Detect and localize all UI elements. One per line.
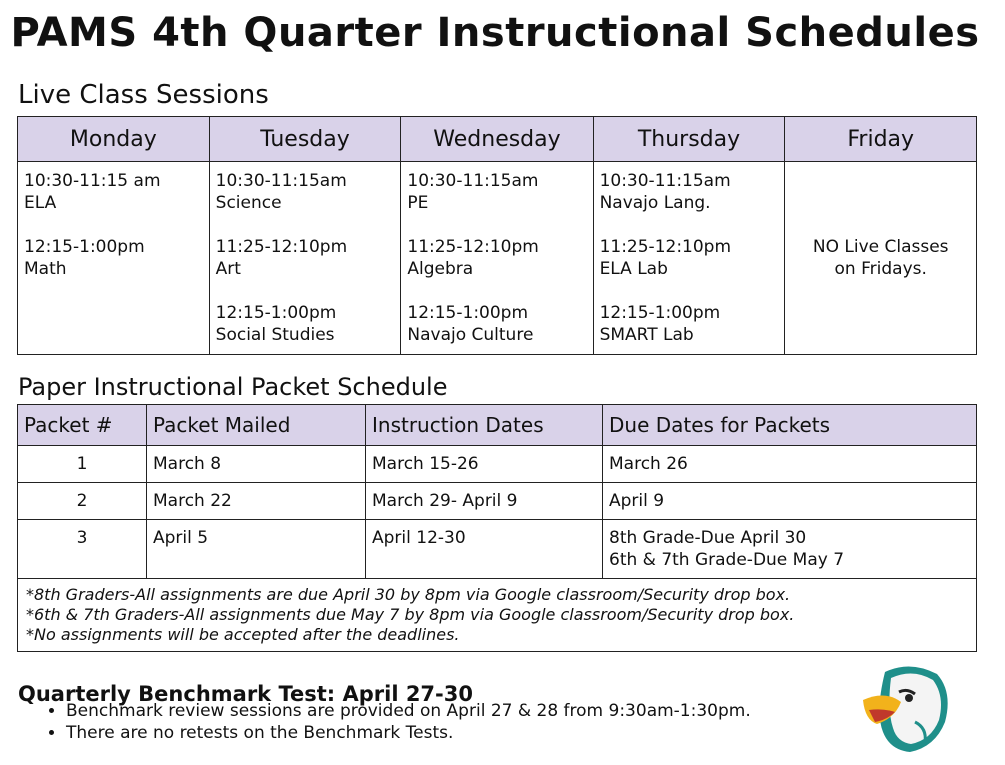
eagle-mascot-icon xyxy=(855,662,955,754)
live-sessions-heading: Live Class Sessions xyxy=(18,80,269,110)
day-header-tuesday: Tuesday xyxy=(209,117,401,162)
session-time: 10:30-11:15am xyxy=(215,171,347,191)
due-date-line: 8th Grade-Due April 30 xyxy=(609,528,807,548)
friday-note-line: NO Live Classes xyxy=(812,237,949,257)
col-header-due-dates: Due Dates for Packets xyxy=(603,405,977,446)
page-title: PAMS 4th Quarter Instructional Schedules xyxy=(10,10,980,56)
session-time: 12:15-1:00pm xyxy=(407,303,529,323)
session-time: 11:25-12:10pm xyxy=(215,237,348,257)
friday-cell xyxy=(785,162,977,355)
friday-note-line: on Fridays. xyxy=(834,259,927,279)
note-line: *8th Graders-All assignments are due April 30 by 8pm via Google classroom/Security drop box. xyxy=(26,585,791,604)
col-header-instruction-dates: Instruction Dates xyxy=(366,405,603,446)
thursday-cell xyxy=(593,162,785,355)
session-time: 10:30-11:15am xyxy=(599,171,731,191)
col-header-packet-number: Packet # xyxy=(18,405,147,446)
instruction-dates: March 29- April 9 xyxy=(366,483,603,520)
session-time: 11:25-12:10pm xyxy=(407,237,539,257)
packet-number: 2 xyxy=(18,483,147,520)
session-subject: ELA Lab xyxy=(599,259,668,279)
table-row xyxy=(18,446,977,483)
packet-mailed: March 8 xyxy=(147,446,366,483)
session-time: 12:15-1:00pm xyxy=(599,303,721,323)
due-date: March 26 xyxy=(603,446,977,483)
session-subject: ELA xyxy=(24,193,57,213)
packet-number: 3 xyxy=(18,520,147,579)
tuesday-cell xyxy=(209,162,401,355)
session-subject: Social Studies xyxy=(215,325,335,345)
session-subject: Art xyxy=(215,259,241,279)
due-date: April 9 xyxy=(603,483,977,520)
table-row xyxy=(18,483,977,520)
session-time: 12:15-1:00pm xyxy=(215,303,337,323)
session-subject: SMART Lab xyxy=(599,325,694,345)
due-date xyxy=(603,520,977,579)
instruction-dates: April 12-30 xyxy=(366,520,603,579)
session-subject: Science xyxy=(215,193,282,213)
table-row xyxy=(18,520,977,579)
packet-schedule-table xyxy=(17,404,977,652)
monday-cell xyxy=(18,162,210,355)
session-time: 10:30-11:15am xyxy=(407,171,539,191)
session-subject: Navajo Lang. xyxy=(599,193,711,213)
packet-number: 1 xyxy=(18,446,147,483)
note-line: *6th & 7th Graders-All assignments due May 7 by 8pm via Google classroom/Security drop box. xyxy=(26,605,795,624)
packet-notes xyxy=(18,579,977,652)
packet-mailed: March 22 xyxy=(147,483,366,520)
benchmark-list xyxy=(40,700,751,744)
wednesday-cell xyxy=(401,162,593,355)
day-header-friday: Friday xyxy=(785,117,977,162)
note-line: *No assignments will be accepted after the deadlines. xyxy=(26,625,460,644)
benchmark-heading: Quarterly Benchmark Test: April 27-30 xyxy=(18,682,473,706)
session-subject: Algebra xyxy=(407,259,474,279)
session-time: 10:30-11:15 am xyxy=(24,171,161,191)
session-time: 11:25-12:10pm xyxy=(599,237,732,257)
day-header-wednesday: Wednesday xyxy=(401,117,593,162)
instruction-dates: March 15-26 xyxy=(366,446,603,483)
day-header-monday: Monday xyxy=(18,117,210,162)
session-subject: Math xyxy=(24,259,67,279)
due-date-line: 6th & 7th Grade-Due May 7 xyxy=(609,550,845,570)
list-item: • Benchmark review sessions are provided on April 27 & 28 from 9:30am-1:30pm. xyxy=(66,700,751,722)
list-item: • There are no retests on the Benchmark Tests. xyxy=(66,722,751,744)
session-time: 12:15-1:00pm xyxy=(24,237,145,257)
session-subject: PE xyxy=(407,193,429,213)
day-header-thursday: Thursday xyxy=(593,117,785,162)
packet-mailed: April 5 xyxy=(147,520,366,579)
session-subject: Navajo Culture xyxy=(407,325,534,345)
live-class-table xyxy=(17,116,977,355)
col-header-packet-mailed: Packet Mailed xyxy=(147,405,366,446)
packet-schedule-heading: Paper Instructional Packet Schedule xyxy=(18,373,448,401)
